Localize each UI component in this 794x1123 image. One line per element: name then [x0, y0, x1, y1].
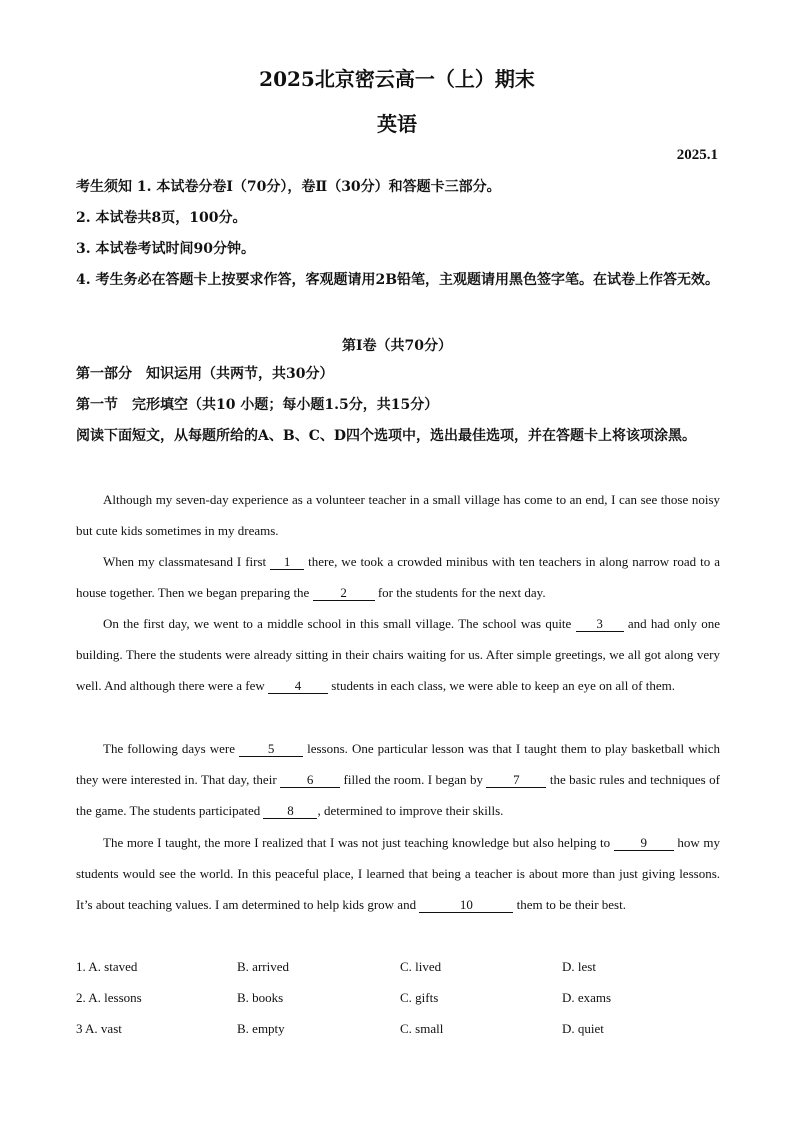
paragraph-text: On the first day, we went to a middle school in this small village. The school was quite [103, 616, 576, 631]
paragraph-text: there, we took a crowded minibus with ten teachers in along narrow road to a house together. Then we began preparing the [76, 554, 720, 600]
question-3-options [76, 1021, 720, 1041]
option-d[interactable]: D. exams [562, 990, 612, 1005]
option-a[interactable]: 1. A. staved [76, 959, 138, 974]
paragraph-text: how my students would see the world. In this peaceful place, I learned that being a teacher is about more than just giving lessons. It’s about teaching values. I am determined to help kids grow and [76, 835, 720, 912]
option-a[interactable]: 3 A. vast [76, 1021, 122, 1036]
passage-paragraph-5 [76, 827, 720, 920]
blank-6: 6 [280, 773, 340, 788]
paragraph-text: The more I taught, the more I realized that I was not just teaching knowledge but also helping to [103, 835, 614, 850]
note-1: 考生须知 1. 本试卷分卷Ⅰ（70分），卷Ⅱ（30分）和答题卡三部分。 [76, 179, 501, 195]
option-d[interactable]: D. lest [562, 959, 596, 974]
paragraph-text: them to be their best. [513, 897, 626, 912]
volume-heading: 第Ⅰ卷（共70分） [341, 338, 453, 354]
paragraph-text: and had only one building. There the students were already sitting in their chairs waiting for us. After simple greetings, we all got along very well. And although there were a few [76, 616, 721, 693]
paragraph-text: lessons. One particular lesson was that I taught them to play basketball which they were interested in. That day, their [76, 741, 720, 787]
subject-title: 英语 [377, 112, 417, 136]
blank-10: 10 [419, 898, 513, 913]
paragraph-text: the basic rules and techniques of the game. The students participated [76, 772, 720, 818]
paragraph-text: , determined to improve their skills. [317, 803, 504, 818]
exam-title: 2025北京密云高一（上）期末 [259, 67, 535, 91]
paragraph-text: filled the room. I began by [340, 772, 487, 787]
passage-paragraph-2 [76, 546, 720, 608]
blank-2: 2 [313, 586, 375, 601]
option-c[interactable]: C. small [400, 1021, 444, 1036]
paragraph-text: Although my seven-day experience as a volunteer teacher in a small village has come to an end, I can see those noisy but cute kids sometimes in my dreams. [76, 492, 720, 538]
option-b[interactable]: B. arrived [237, 959, 289, 974]
exam-date: 2025.1 [676, 147, 718, 163]
blank-9: 9 [614, 836, 674, 851]
option-c[interactable]: C. gifts [400, 990, 439, 1005]
passage-paragraph-1 [76, 484, 720, 546]
question-2-options [76, 990, 720, 1010]
question-1-options [76, 959, 720, 979]
passage-paragraph-4 [76, 733, 720, 826]
blank-4: 4 [268, 679, 328, 694]
option-b[interactable]: B. books [237, 990, 284, 1005]
blank-8: 8 [263, 804, 317, 819]
paragraph-text: students in each class, we were able to keep an eye on all of them. [328, 678, 675, 693]
blank-1: 1 [270, 555, 304, 570]
instruction-text: 阅读下面短文，从每题所给的A、B、C、D四个选项中，选出最佳选项，并在答题卡上将该项涂黑。 [76, 428, 696, 444]
note-3: 3. 本试卷考试时间90分钟。 [76, 241, 255, 257]
paragraph-text: The following days were [103, 741, 240, 756]
blank-3: 3 [576, 617, 624, 632]
option-c[interactable]: C. lived [400, 959, 442, 974]
paragraph-text: When my classmatesand I first [103, 554, 271, 569]
note-4: 4. 考生务必在答题卡上按要求作答，客观题请用2B铅笔，主观题请用黑色签字笔。在试卷上作答无效。 [76, 272, 720, 288]
note-2: 2. 本试卷共8页，100分。 [76, 210, 247, 226]
option-b[interactable]: B. empty [237, 1021, 285, 1036]
part-heading: 第一部分 知识运用（共两节，共30分） [76, 366, 334, 382]
blank-7: 7 [486, 773, 546, 788]
option-a[interactable]: 2. A. lessons [76, 990, 142, 1005]
passage-paragraph-3 [76, 608, 720, 701]
paragraph-text: for the students for the next day. [374, 585, 546, 600]
blank-5: 5 [239, 742, 303, 757]
subsection-heading: 第一节 完形填空（共10 小题；每小题1.5分，共15分） [76, 397, 439, 413]
option-d[interactable]: D. quiet [562, 1021, 604, 1036]
